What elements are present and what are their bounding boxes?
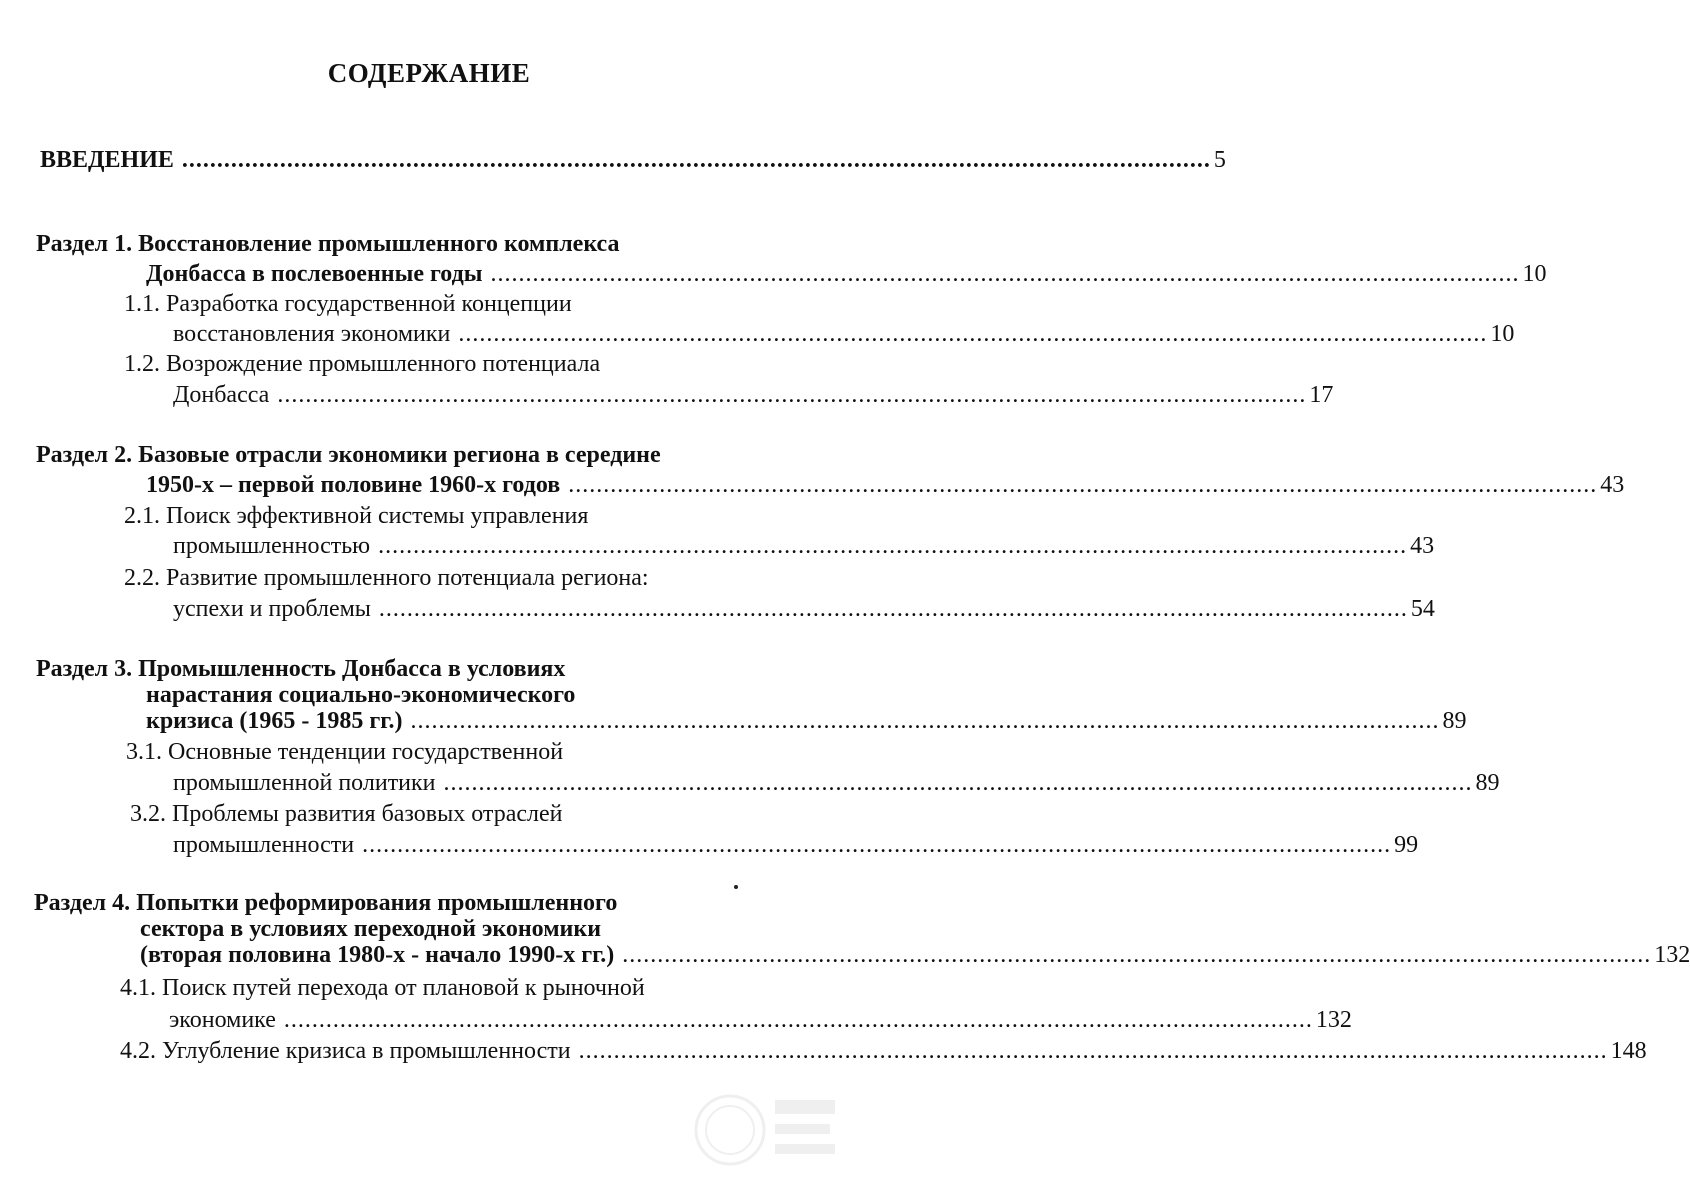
entry-label: Донбасса в послевоенные годы [146, 261, 483, 287]
toc-entry-subsection-4-2[interactable] [120, 1036, 1647, 1066]
page-number: 148 [1610, 1038, 1647, 1064]
entry-label: восстановления экономики [173, 321, 451, 347]
subsection-3-2-title[interactable]: 3.2. Проблемы развития базовых отраслей [130, 801, 563, 827]
entry-label: Донбасса [173, 382, 270, 408]
page-number: 10 [1522, 261, 1547, 287]
dot-leader: ................................................................................................................................................... [181, 147, 1211, 173]
page-number: 43 [1410, 533, 1435, 559]
toc-entry-subsection-1-1[interactable] [173, 319, 1515, 349]
page-number: 43 [1600, 472, 1625, 498]
dot-leader: ................................................................................................................................................... [283, 1007, 1313, 1033]
page-number: 89 [1475, 770, 1500, 796]
toc-entry-subsection-2-1[interactable] [173, 531, 1435, 561]
toc-entry-section-4[interactable] [140, 940, 1690, 970]
page-title: СОДЕРЖАНИЕ [327, 58, 531, 88]
entry-label: 1950-х – первой половине 1960-х годов [146, 472, 561, 498]
entry-label: успехи и проблемы [173, 596, 371, 622]
section-3-title-cont[interactable]: нарастания социально-экономического [146, 682, 576, 708]
toc-entry-introduction[interactable] [40, 145, 1226, 175]
section-4-title[interactable]: Раздел 4. Попытки реформирования промышленного [34, 890, 618, 916]
entry-label: кризиса (1965 - 1985 гг.) [146, 708, 403, 734]
toc-entry-subsection-2-2[interactable] [173, 594, 1435, 624]
subsection-2-1-title[interactable]: 2.1. Поиск эффективной системы управления [124, 503, 589, 529]
toc-entry-section-3[interactable] [146, 706, 1467, 736]
section-4-title-cont[interactable]: сектора в условиях переходной экономики [140, 916, 602, 942]
dot-leader: ................................................................................................................................................... [622, 942, 1652, 968]
page-number: 17 [1309, 382, 1334, 408]
page-number: 132 [1654, 942, 1690, 968]
page-number: 89 [1442, 708, 1467, 734]
dot-leader: ................................................................................................................................................... [378, 596, 1408, 622]
entry-label: промышленности [173, 832, 355, 858]
dot-leader: ................................................................................................................................................... [458, 321, 1488, 347]
page-number: 54 [1410, 596, 1435, 622]
page-number: 5 [1213, 147, 1226, 173]
subsection-3-1-title[interactable]: 3.1. Основные тенденции государственной [126, 739, 564, 765]
toc-entry-subsection-4-1[interactable] [169, 1005, 1352, 1035]
dot-leader: ................................................................................................................................................... [378, 533, 1408, 559]
entry-label: промышленной политики [173, 770, 436, 796]
section-3-title[interactable]: Раздел 3. Промышленность Донбасса в условиях [36, 656, 566, 682]
subsection-1-2-title[interactable]: 1.2. Возрождение промышленного потенциала [124, 351, 601, 377]
dot-leader: ................................................................................................................................................... [277, 382, 1307, 408]
ink-speck [734, 885, 738, 889]
dot-leader: ................................................................................................................................................... [578, 1038, 1608, 1064]
entry-label: ВВЕДЕНИЕ [40, 147, 174, 173]
dot-leader: ................................................................................................................................................... [443, 770, 1473, 796]
subsection-1-1-title[interactable]: 1.1. Разработка государственной концепции [124, 291, 572, 317]
library-stamp-watermark [690, 1080, 840, 1175]
toc-entry-subsection-1-2[interactable] [173, 380, 1334, 410]
subsection-4-1-title[interactable]: 4.1. Поиск путей перехода от плановой к рыночной [120, 975, 645, 1001]
entry-label: промышленностью [173, 533, 371, 559]
entry-label: экономике [169, 1007, 276, 1033]
dot-leader: ................................................................................................................................................... [410, 708, 1440, 734]
page-number: 10 [1490, 321, 1515, 347]
toc-entry-subsection-3-1[interactable] [173, 768, 1500, 798]
dot-leader: ................................................................................................................................................... [568, 472, 1598, 498]
section-1-title[interactable]: Раздел 1. Восстановление промышленного комплекса [36, 231, 620, 257]
toc-entry-subsection-3-2[interactable] [173, 830, 1419, 860]
entry-label: 4.2. Углубление кризиса в промышленности [120, 1038, 571, 1064]
page-number: 99 [1394, 832, 1419, 858]
toc-entry-section-2[interactable] [146, 470, 1625, 500]
toc-entry-section-1[interactable] [146, 259, 1547, 289]
dot-leader: ................................................................................................................................................... [490, 261, 1520, 287]
dot-leader: ................................................................................................................................................... [362, 832, 1392, 858]
page-number: 132 [1315, 1007, 1352, 1033]
section-2-title[interactable]: Раздел 2. Базовые отрасли экономики региона в середине [36, 442, 661, 468]
subsection-2-2-title[interactable]: 2.2. Развитие промышленного потенциала региона: [124, 565, 649, 591]
entry-label: (вторая половина 1980-х - начало 1990-х гг.) [140, 942, 615, 968]
